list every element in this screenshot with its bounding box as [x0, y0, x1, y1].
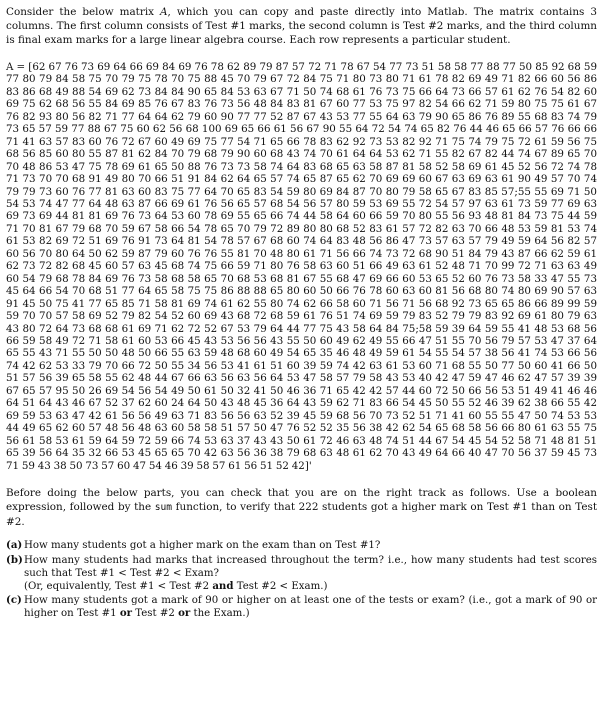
question-a	[6, 539, 597, 552]
matrix-line: 69 75 62 68 56 55 84 69 85 76 67 83 76 73 56 48 84 83 81 67 60 77 53 75 97 82 54 66 62 71 59 80 75 75 61 67	[6, 98, 597, 111]
matrix-line: 60 54 79 68 78 84 69 76 73 58 68 58 65 70 68 53 68 81 67 55 68 47 69 66 60 53 65 52 60 76 73 58 33 47 55 73	[6, 272, 597, 285]
matrix-line: 60 56 70 80 64 50 62 59 87 79 60 76 76 55 81 70 48 80 61 71 56 66 74 73 72 68 90 51 84 79 43 87 66 62 59 61	[6, 247, 597, 260]
matrix-line: 73 65 57 59 77 88 67 75 60 62 56 68 100 69 65 66 61 56 67 90 55 64 72 54 74 65 82 76 44 46 65 66 57 76 66 66	[6, 123, 597, 136]
matrix-line: 83 86 68 49 88 54 69 62 73 84 84 90 65 84 53 63 67 71 50 74 68 61 76 73 75 66 64 73 66 57 61 62 76 54 82 60	[6, 85, 597, 98]
matrix-line: 76 82 93 80 56 82 71 77 64 64 62 79 60 90 77 77 52 87 67 43 53 77 55 64 63 79 90 65 86 76 89 55 68 83 74 79	[6, 110, 597, 123]
intro-paragraph	[6, 5, 597, 47]
question-label: (c)	[6, 594, 22, 607]
matrix-line: 71 70 81 67 79 68 70 59 67 58 66 54 78 65 70 79 72 89 80 80 68 52 83 61 57 72 82 63 70 66 48 53 59 81 53 74	[6, 222, 597, 235]
matrix-line: 65 55 43 71 55 50 50 48 50 66 55 63 59 48 68 60 49 54 65 35 46 48 49 59 61 54 55 54 57 38 56 41 74 53 66 56	[6, 347, 597, 360]
matrix-line: 44 49 65 62 60 57 48 56 48 63 60 58 58 51 57 50 47 76 52 52 35 56 38 42 62 54 65 68 58 56 66 80 61 63 55 75	[6, 422, 597, 435]
question-text: How many students got a mark of 90 or higher on at least one of the tests or exam? (i.e., got a mark of 90 or higher on Test #1 or Test #2 or the Exam.)	[24, 595, 597, 620]
matrix-line: 62 73 72 82 68 45 60 57 63 45 68 74 75 66 59 71 80 76 58 63 60 51 66 49 63 61 52 48 71 70 99 72 71 63 63 49	[6, 260, 597, 273]
matrix-name: A	[160, 6, 168, 18]
matrix-line: 51 57 56 39 65 58 55 62 48 44 67 66 63 56 63 56 64 53 47 58 57 79 58 43 53 40 42 47 59 47 46 62 47 57 39 39	[6, 372, 597, 385]
matrix-line: 74 42 62 53 33 79 70 66 72 50 55 34 56 53 41 61 51 60 39 59 74 42 63 61 53 60 71 68 55 50 77 50 60 41 66 50	[6, 359, 597, 372]
matrix-line: 71 41 63 57 83 60 76 72 67 60 49 69 75 77 54 71 65 66 78 83 62 92 73 53 82 92 71 75 74 79 75 72 61 59 56 75	[6, 135, 597, 148]
matrix-line: 54 53 74 47 77 64 48 63 87 66 69 61 76 56 65 57 68 54 56 57 80 59 53 69 55 72 54 57 97 63 61 73 59 77 69 63	[6, 197, 597, 210]
matrix-line: 68 56 85 60 80 55 87 81 62 84 70 79 68 79 90 60 68 43 74 70 61 64 64 53 62 71 55 82 67 82 44 74 67 89 65 70	[6, 148, 597, 161]
question-b-equivalent: (Or, equivalently, Test #1 < Test #2 and Test #2 < Exam.)	[24, 579, 328, 592]
matrix-line: 61 53 82 69 72 51 69 76 91 73 64 81 54 78 57 67 68 60 74 64 83 48 56 86 47 73 57 63 57 79 49 59 64 56 82 57	[6, 235, 597, 248]
matrix-line: 56 61 58 53 61 59 64 59 72 59 66 74 53 63 37 43 43 50 61 72 46 63 48 74 51 44 67 54 45 54 52 58 71 48 81 51	[6, 434, 597, 447]
matrix-line: 91 45 50 75 41 77 65 85 71 58 81 69 74 61 62 55 80 74 62 66 58 60 71 56 71 56 68 92 73 65 65 86 66 89 99 59	[6, 297, 597, 310]
matrix-line: 64 51 64 43 46 67 52 37 62 60 24 64 50 43 48 45 36 64 43 59 62 71 83 66 54 45 50 55 52 46 39 62 38 66 55 42	[6, 397, 597, 410]
matrix-line: 71 73 70 70 68 91 49 80 70 66 51 91 84 62 64 65 57 74 65 87 65 62 70 69 69 60 67 63 69 63 61 90 49 57 70 74	[6, 173, 597, 186]
matrix-line: 77 80 79 84 58 75 70 79 75 78 70 75 88 45 70 79 67 72 84 75 71 80 73 80 71 61 78 82 69 49 71 82 66 60 56 86	[6, 73, 597, 86]
matrix-block[interactable]	[6, 61, 597, 472]
sum-function: sum	[154, 501, 173, 513]
matrix-line: A = [62 67 76 73 69 64 66 69 84 69 76 78 62 89 79 87 57 72 71 78 67 54 77 73 51 58 58 77 88 77 50 85 92 68 59	[6, 61, 597, 73]
question-label: (a)	[6, 539, 23, 552]
questions-list	[6, 539, 597, 620]
matrix-line: 69 73 69 44 81 81 69 76 73 64 53 60 78 69 55 65 66 74 44 58 64 60 66 59 70 80 55 56 93 48 81 84 73 75 44 59	[6, 210, 597, 223]
matrix-line: 70 48 86 53 47 75 78 69 61 65 50 88 76 73 73 58 74 64 83 68 65 63 58 87 81 58 52 58 69 61 45 52 56 72 74 78	[6, 160, 597, 173]
matrix-line: 79 79 73 60 76 77 81 63 60 83 75 77 64 70 65 83 54 59 80 69 84 87 70 80 79 58 65 67 83 85 57;55 55 69 71 50	[6, 185, 597, 198]
intro-text-start: Consider the below matrix	[6, 6, 161, 18]
matrix-line: 71 59 43 38 50 73 57 60 47 54 46 39 58 57 61 56 51 52 42]'	[6, 459, 312, 472]
question-c	[6, 594, 597, 620]
matrix-line: 59 70 70 57 58 69 52 79 82 54 52 60 69 43 68 72 68 59 61 76 51 74 69 59 79 83 52 79 79 83 92 69 61 80 79 63	[6, 310, 597, 323]
matrix-line: 45 64 66 54 70 68 51 77 64 65 58 75 75 86 88 88 65 80 60 50 66 76 78 60 63 60 81 56 68 80 74 80 69 90 57 63	[6, 285, 597, 298]
check-paragraph: Before doing the below parts, you can check that you are on the right track as follows. Use a boolean expression, followed by the sum function, to verify that 222 students got a higher mark on Test #1 than on Test #2.	[6, 486, 597, 528]
matrix-line: 69 59 53 63 47 42 61 56 56 49 63 71 83 56 56 63 52 39 45 59 68 56 70 73 52 51 71 41 60 55 55 47 50 74 53 53	[6, 409, 597, 422]
question-label: (b)	[6, 553, 23, 566]
matrix-line: 67 65 57 95 50 26 69 54 56 54 49 50 61 50 32 41 50 46 36 71 65 42 42 57 44 60 72 50 66 56 53 51 49 41 46 46	[6, 384, 597, 397]
question-text: How many students got a higher mark on the exam than on Test #1?	[24, 540, 381, 552]
question-b	[6, 554, 597, 594]
intro-text-end: , which you can copy and paste directly into Matlab. The matrix contains 3 columns. The first column consists of Test #1 marks, the second column is Test #2 marks, and the third column is final exam marks for a large linear algebra course. Each row represents a particular student.	[6, 6, 597, 46]
matrix-line: 65 39 56 64 35 32 66 53 45 65 65 70 42 63 56 36 38 79 68 63 48 61 62 70 43 49 64 66 40 47 70 56 37 59 45 73	[6, 447, 597, 460]
matrix-line: 43 80 72 64 73 68 68 61 69 71 62 72 52 67 53 79 64 44 77 75 43 58 64 84 75;58 59 39 64 59 55 41 48 53 68 56	[6, 322, 597, 335]
matrix-line: 66 59 58 49 72 71 58 61 60 53 66 45 43 53 56 56 43 55 50 60 49 62 49 55 66 47 51 55 70 56 79 57 53 47 37 64	[6, 334, 597, 347]
question-text: How many students had marks that increased throughout the term? i.e., how many students had test scores such that Test #1 < Test #2 < Exam?	[24, 554, 597, 579]
